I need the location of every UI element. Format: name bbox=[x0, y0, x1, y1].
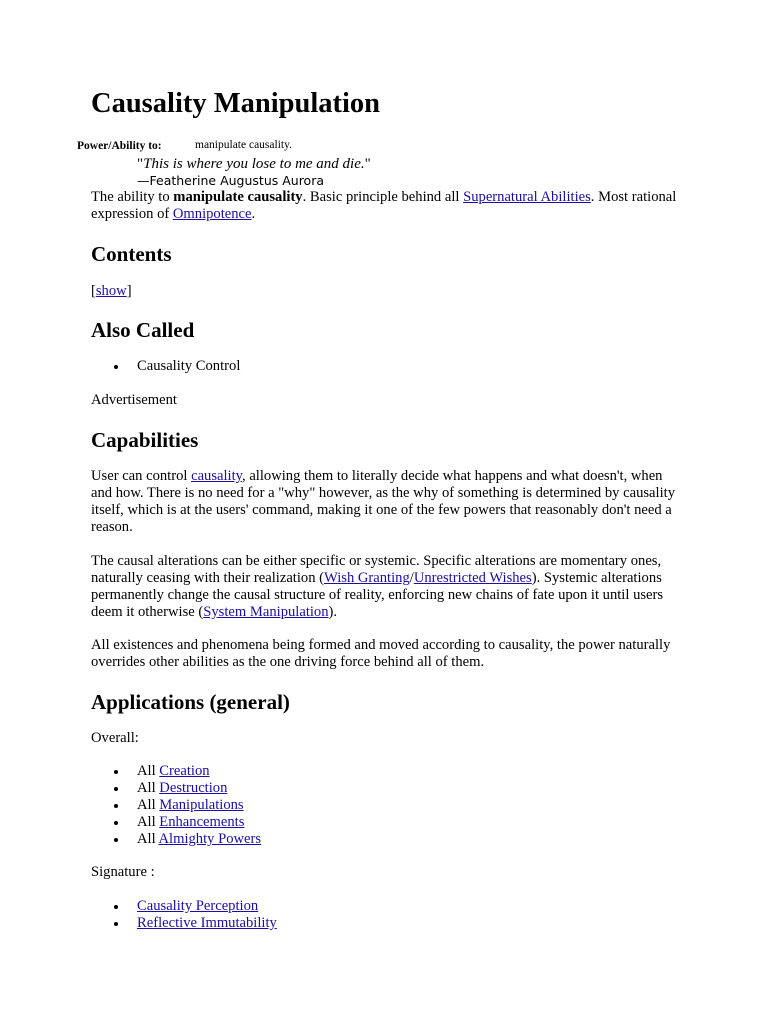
bullet-icon bbox=[114, 787, 118, 791]
link-reflective-immutability[interactable]: Reflective Immutability bbox=[137, 915, 277, 931]
overall-label: Overall: bbox=[91, 730, 139, 746]
link-enhancements[interactable]: Enhancements bbox=[159, 814, 245, 830]
contents-heading: Contents bbox=[91, 242, 172, 266]
overall-list bbox=[91, 763, 261, 848]
quote-text: "This is where you lose to me and die." bbox=[137, 156, 371, 172]
capabilities-paragraph-3: All existences and phenomena being formed and moved according to causality, the power naturally overrides other abilities as the one driving force behind all of them. bbox=[91, 637, 671, 670]
quote-author: —Featherine Augustus Aurora bbox=[137, 173, 325, 188]
bullet-icon bbox=[114, 821, 118, 825]
power-label: Power/Ability to: bbox=[77, 140, 162, 152]
also-called-list bbox=[91, 358, 240, 375]
list-item: All Manipulations bbox=[91, 797, 261, 814]
link-destruction[interactable]: Destruction bbox=[159, 780, 228, 796]
list-item: All Creation bbox=[91, 763, 261, 780]
intro-bold: manipulate causality bbox=[173, 189, 303, 205]
power-value: manipulate causality. bbox=[195, 139, 292, 151]
also-called-heading: Also Called bbox=[91, 318, 195, 342]
list-item bbox=[91, 915, 277, 932]
link-causality[interactable]: causality bbox=[191, 468, 243, 484]
link-causality-perception[interactable]: Causality Perception bbox=[137, 898, 259, 914]
signature-list bbox=[91, 898, 277, 932]
link-omnipotence[interactable]: Omnipotence bbox=[172, 206, 252, 222]
link-almighty-powers[interactable]: Almighty Powers bbox=[158, 831, 262, 847]
bullet-icon bbox=[114, 770, 118, 774]
capabilities-heading: Capabilities bbox=[91, 428, 199, 452]
link-wish-granting[interactable]: Wish Granting bbox=[324, 570, 410, 586]
list-item bbox=[91, 898, 277, 915]
capabilities-paragraph-2: The causal alterations can be either specific or systemic. Specific alterations are momentary ones, naturally ceasing with their realization (Wish Granting/Unrestricted Wishes). Systemic alterations permanently change the causal structure of reality, enforcing new chains of fate upon it until users deem it otherwise (System Manipulation). bbox=[91, 553, 664, 620]
advertisement-label: Advertisement bbox=[91, 392, 177, 408]
list-item: All Enhancements bbox=[91, 814, 261, 831]
page-title: Causality Manipulation bbox=[91, 88, 381, 119]
link-unrestricted-wishes[interactable]: Unrestricted Wishes bbox=[413, 570, 532, 586]
bullet-icon bbox=[114, 838, 118, 842]
link-creation[interactable]: Creation bbox=[159, 763, 210, 779]
list-item: Causality Control bbox=[91, 358, 240, 375]
quote-italic: This is where you lose to me and die. bbox=[143, 156, 365, 172]
intro-paragraph: The ability to manipulate causality. Basic principle behind all Supernatural Abilities. Most rational expression of Omnipotence. bbox=[91, 189, 677, 222]
bullet-icon bbox=[114, 905, 118, 909]
signature-label: Signature : bbox=[91, 864, 155, 880]
contents-toggle-line: [show] bbox=[91, 283, 132, 299]
show-toggle-link[interactable]: show bbox=[95, 283, 127, 299]
capabilities-paragraph-1: User can control causality, allowing them to literally decide what happens and what doesn't, when and how. There is no need for a "why" however, as the why of something is determined by causality itself, which is at the users' command, making it one of the few powers that reasonably don't need a reason. bbox=[91, 468, 675, 535]
list-item: All Almighty Powers bbox=[91, 831, 261, 848]
list-item: All Destruction bbox=[91, 780, 261, 797]
applications-heading: Applications (general) bbox=[91, 690, 290, 714]
link-manipulations[interactable]: Manipulations bbox=[159, 797, 244, 813]
bullet-icon bbox=[114, 922, 118, 926]
bullet-icon bbox=[114, 365, 118, 369]
link-system-manipulation[interactable]: System Manipulation bbox=[203, 604, 329, 620]
link-supernatural-abilities[interactable]: Supernatural Abilities bbox=[463, 189, 591, 205]
bullet-icon bbox=[114, 804, 118, 808]
